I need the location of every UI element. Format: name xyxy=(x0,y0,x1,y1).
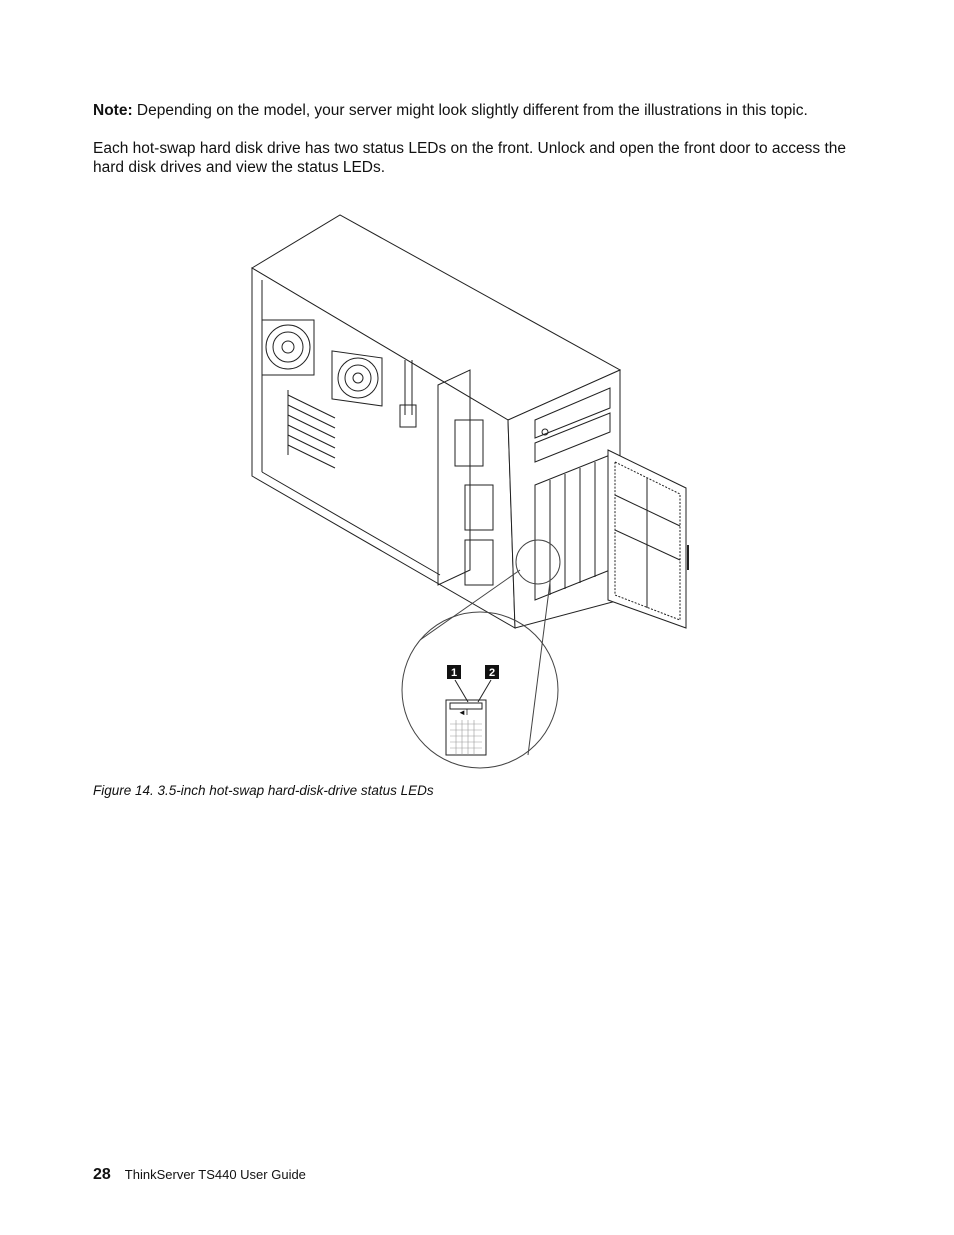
page-footer xyxy=(93,1166,306,1184)
svg-text:1: 1 xyxy=(451,667,458,679)
document-title: ThinkServer TS440 User Guide xyxy=(124,1167,306,1182)
svg-text:2: 2 xyxy=(489,667,496,679)
figure-caption: Figure 14. 3.5-inch hot-swap hard-disk-drive status LEDs xyxy=(93,783,434,798)
callout-2 xyxy=(485,665,499,679)
led-detail-magnifier xyxy=(402,612,558,768)
note-text: Depending on the model, your server might look slightly different from the illustrations in this topic. xyxy=(132,102,808,119)
note-paragraph xyxy=(93,101,853,120)
body-paragraph: Each hot-swap hard disk drive has two status LEDs on the front. Unlock and open the front door to access the hard disk drives and view the status LEDs. xyxy=(93,140,847,176)
svg-text:◄I: ◄I xyxy=(458,708,469,717)
callout-1 xyxy=(447,665,461,679)
page-number: 28 xyxy=(93,1166,111,1183)
note-label: Note: xyxy=(93,102,133,119)
front-door xyxy=(608,450,688,628)
server-illustration xyxy=(240,210,700,770)
